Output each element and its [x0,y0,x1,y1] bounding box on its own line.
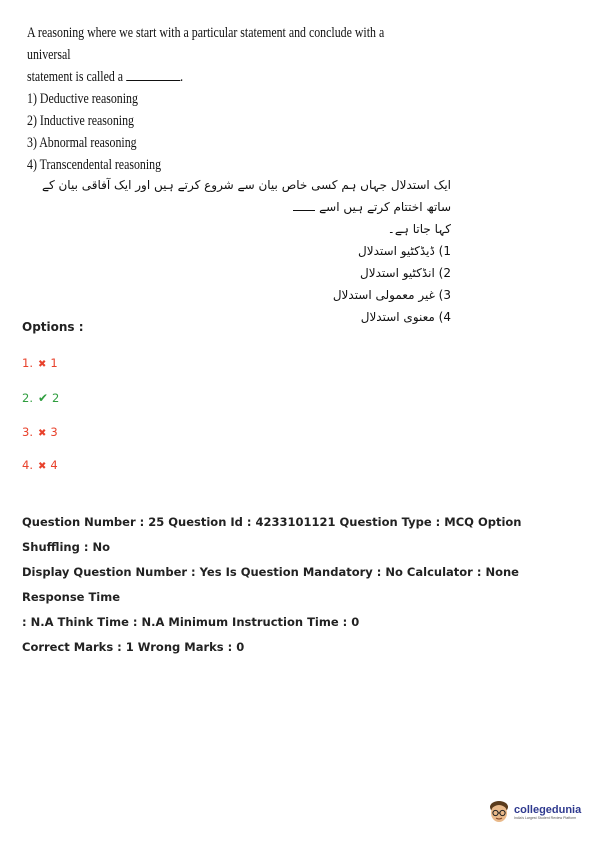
question-urdu [31,174,451,328]
option-value: 2 [52,391,60,405]
urdu-option-1: 1) ڈیڈکٹیو استدلال [358,244,451,258]
question-stem-line1: A reasoning where we start with a particular statement and conclude with a universal [27,25,385,63]
metadata-line2: Display Question Number : Yes Is Question Mandatory : No Calculator : None Response Time [22,565,519,604]
urdu-stem-text: ایک استدلال جہاں ہم کسی خاص بیان سے شروع کرتے ہیں اور ایک آفاقی بیان کے ساتھ اختتام کرتے ہیں اسے [41,178,451,214]
metadata-line1: Question Number : 25 Question Id : 4233101121 Question Type : MCQ Option Shuffling : No [22,515,522,554]
urdu-option-3: 3) غیر معمولی استدلال [332,288,451,302]
answer-option-2 [22,391,59,405]
answer-option-3 [22,425,58,439]
check-icon: ✔ [37,391,49,405]
option-number: 2. [22,391,33,405]
urdu-option-2: 2) انڈکٹیو استدلال [360,266,451,280]
question-stem-line2 [27,66,412,88]
option-number: 1. [22,356,33,370]
collegedunia-logo [488,799,581,825]
marks-line: Correct Marks : 1 Wrong Marks : 0 [22,640,245,654]
options-title: Options : [22,320,84,334]
metadata-line3: : N.A Think Time : N.A Minimum Instruction Time : 0 [22,615,360,629]
question-option-2: 2) Inductive reasoning [27,113,134,129]
answer-option-1 [22,356,58,370]
mascot-face-icon [488,799,510,825]
answer-option-4 [22,458,58,472]
option-value: 1 [50,356,58,370]
urdu-answer-blank [293,200,315,211]
brand-name: collegedunia [514,803,582,816]
question-option-1: 1) Deductive reasoning [27,91,138,107]
urdu-stem-line2: کہا جاتا ہے۔ [387,222,451,236]
answer-blank [126,66,180,81]
question-option-4: 4) Transcendental reasoning [27,157,162,173]
option-number: 4. [22,458,33,472]
option-number: 3. [22,425,33,439]
urdu-option-4: 4) معنوی استدلال [360,310,451,324]
brand-text [514,804,581,821]
question-stem-end: . [180,69,184,85]
question-stem-text: statement is called a [27,69,124,85]
cross-icon: ✖ [37,461,47,472]
question-english [27,22,385,176]
option-value: 3 [50,425,58,439]
cross-icon: ✖ [37,359,47,370]
brand-tagline: India's Largest Student Review Platform [514,815,577,820]
option-value: 4 [50,458,58,472]
urdu-stem-line1 [31,174,451,218]
question-option-3: 3) Abnormal reasoning [27,135,137,151]
question-metadata [22,510,582,660]
cross-icon: ✖ [37,428,47,439]
